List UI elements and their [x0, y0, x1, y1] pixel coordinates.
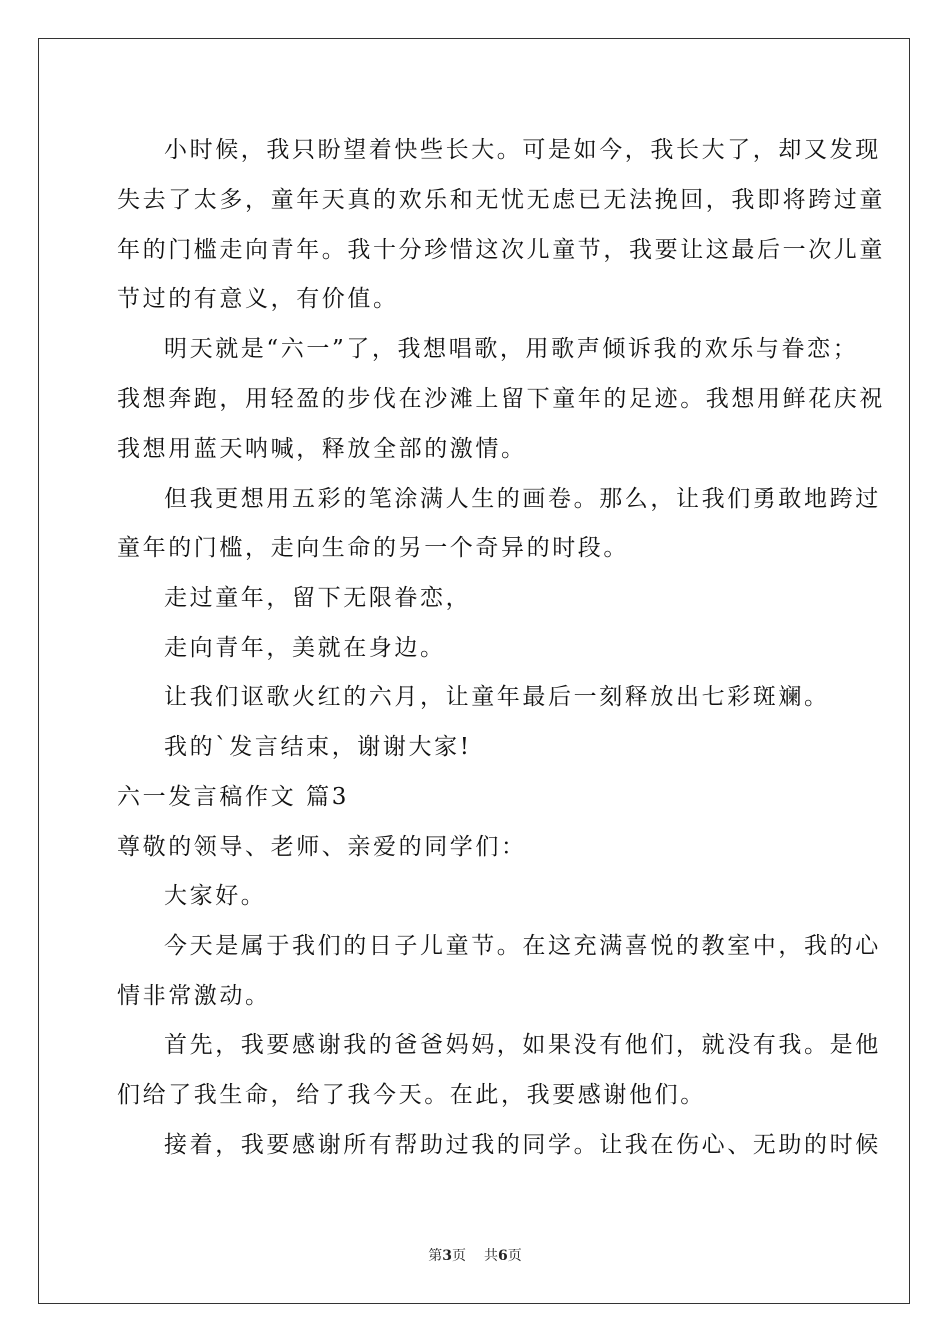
paragraph-line: 们给了我生命，给了我今天。在此，我要感谢他们。 [117, 1082, 706, 1108]
paragraph-line: 但我更想用五彩的笔涂满人生的画卷。那么，让我们勇敢地跨过 [164, 486, 881, 512]
paragraph-line: 失去了太多，童年天真的欢乐和无忧无虑已无法挽回，我即将跨过童 [117, 187, 885, 213]
section-heading: 六一发言稿作文 篇3 [117, 784, 349, 810]
paragraph-line: 接着，我要感谢所有帮助过我的同学。让我在伤心、无助的时候 [164, 1132, 881, 1158]
total-pages: 6 [498, 1248, 508, 1264]
paragraph-line: 我想奔跑，用轻盈的步伐在沙滩上留下童年的足迹。我想用鲜花庆祝 [117, 386, 885, 412]
verse-line: 走过童年，留下无限眷恋， [164, 585, 472, 611]
paragraph-line: 小时候，我只盼望着快些长大。可是如今，我长大了，却又发现 [164, 137, 881, 163]
page-frame [38, 38, 910, 1304]
paragraph-line: 我的`发言结束，谢谢大家! [164, 734, 472, 760]
paragraph-line: 明天就是“六一”了，我想唱歌，用歌声倾诉我的欢乐与眷恋； [164, 336, 859, 362]
salutation: 尊敬的领导、老师、亲爱的同学们： [117, 834, 527, 860]
paragraph-line: 年的门槛走向青年。我十分珍惜这次儿童节，我要让这最后一次儿童 [117, 237, 885, 263]
total-suffix: 页 [507, 1248, 522, 1264]
paragraph-line: 童年的门槛，走向生命的另一个奇异的时段。 [117, 535, 629, 561]
paragraph-line: 首先，我要感谢我的爸爸妈妈，如果没有他们，就没有我。是他 [164, 1032, 881, 1058]
paragraph-line: 今天是属于我们的日子儿童节。在这充满喜悦的教室中，我的心 [164, 933, 881, 959]
total-prefix: 共 [484, 1248, 498, 1264]
page-suffix: 页 [452, 1248, 466, 1264]
paragraph-line: 让我们讴歌火红的六月，让童年最后一刻释放出七彩斑斓。 [164, 684, 830, 710]
paragraph-line: 情非常激动。 [117, 983, 271, 1009]
page-footer [0, 1246, 950, 1266]
verse-line: 走向青年，美就在身边。 [164, 635, 446, 661]
paragraph-line: 节过的有意义，有价值。 [117, 286, 399, 312]
paragraph-line: 我想用蓝天呐喊，释放全部的激情。 [117, 436, 527, 462]
page-prefix: 第 [428, 1248, 443, 1264]
greeting: 大家好。 [164, 883, 267, 909]
page-number: 3 [442, 1248, 452, 1264]
